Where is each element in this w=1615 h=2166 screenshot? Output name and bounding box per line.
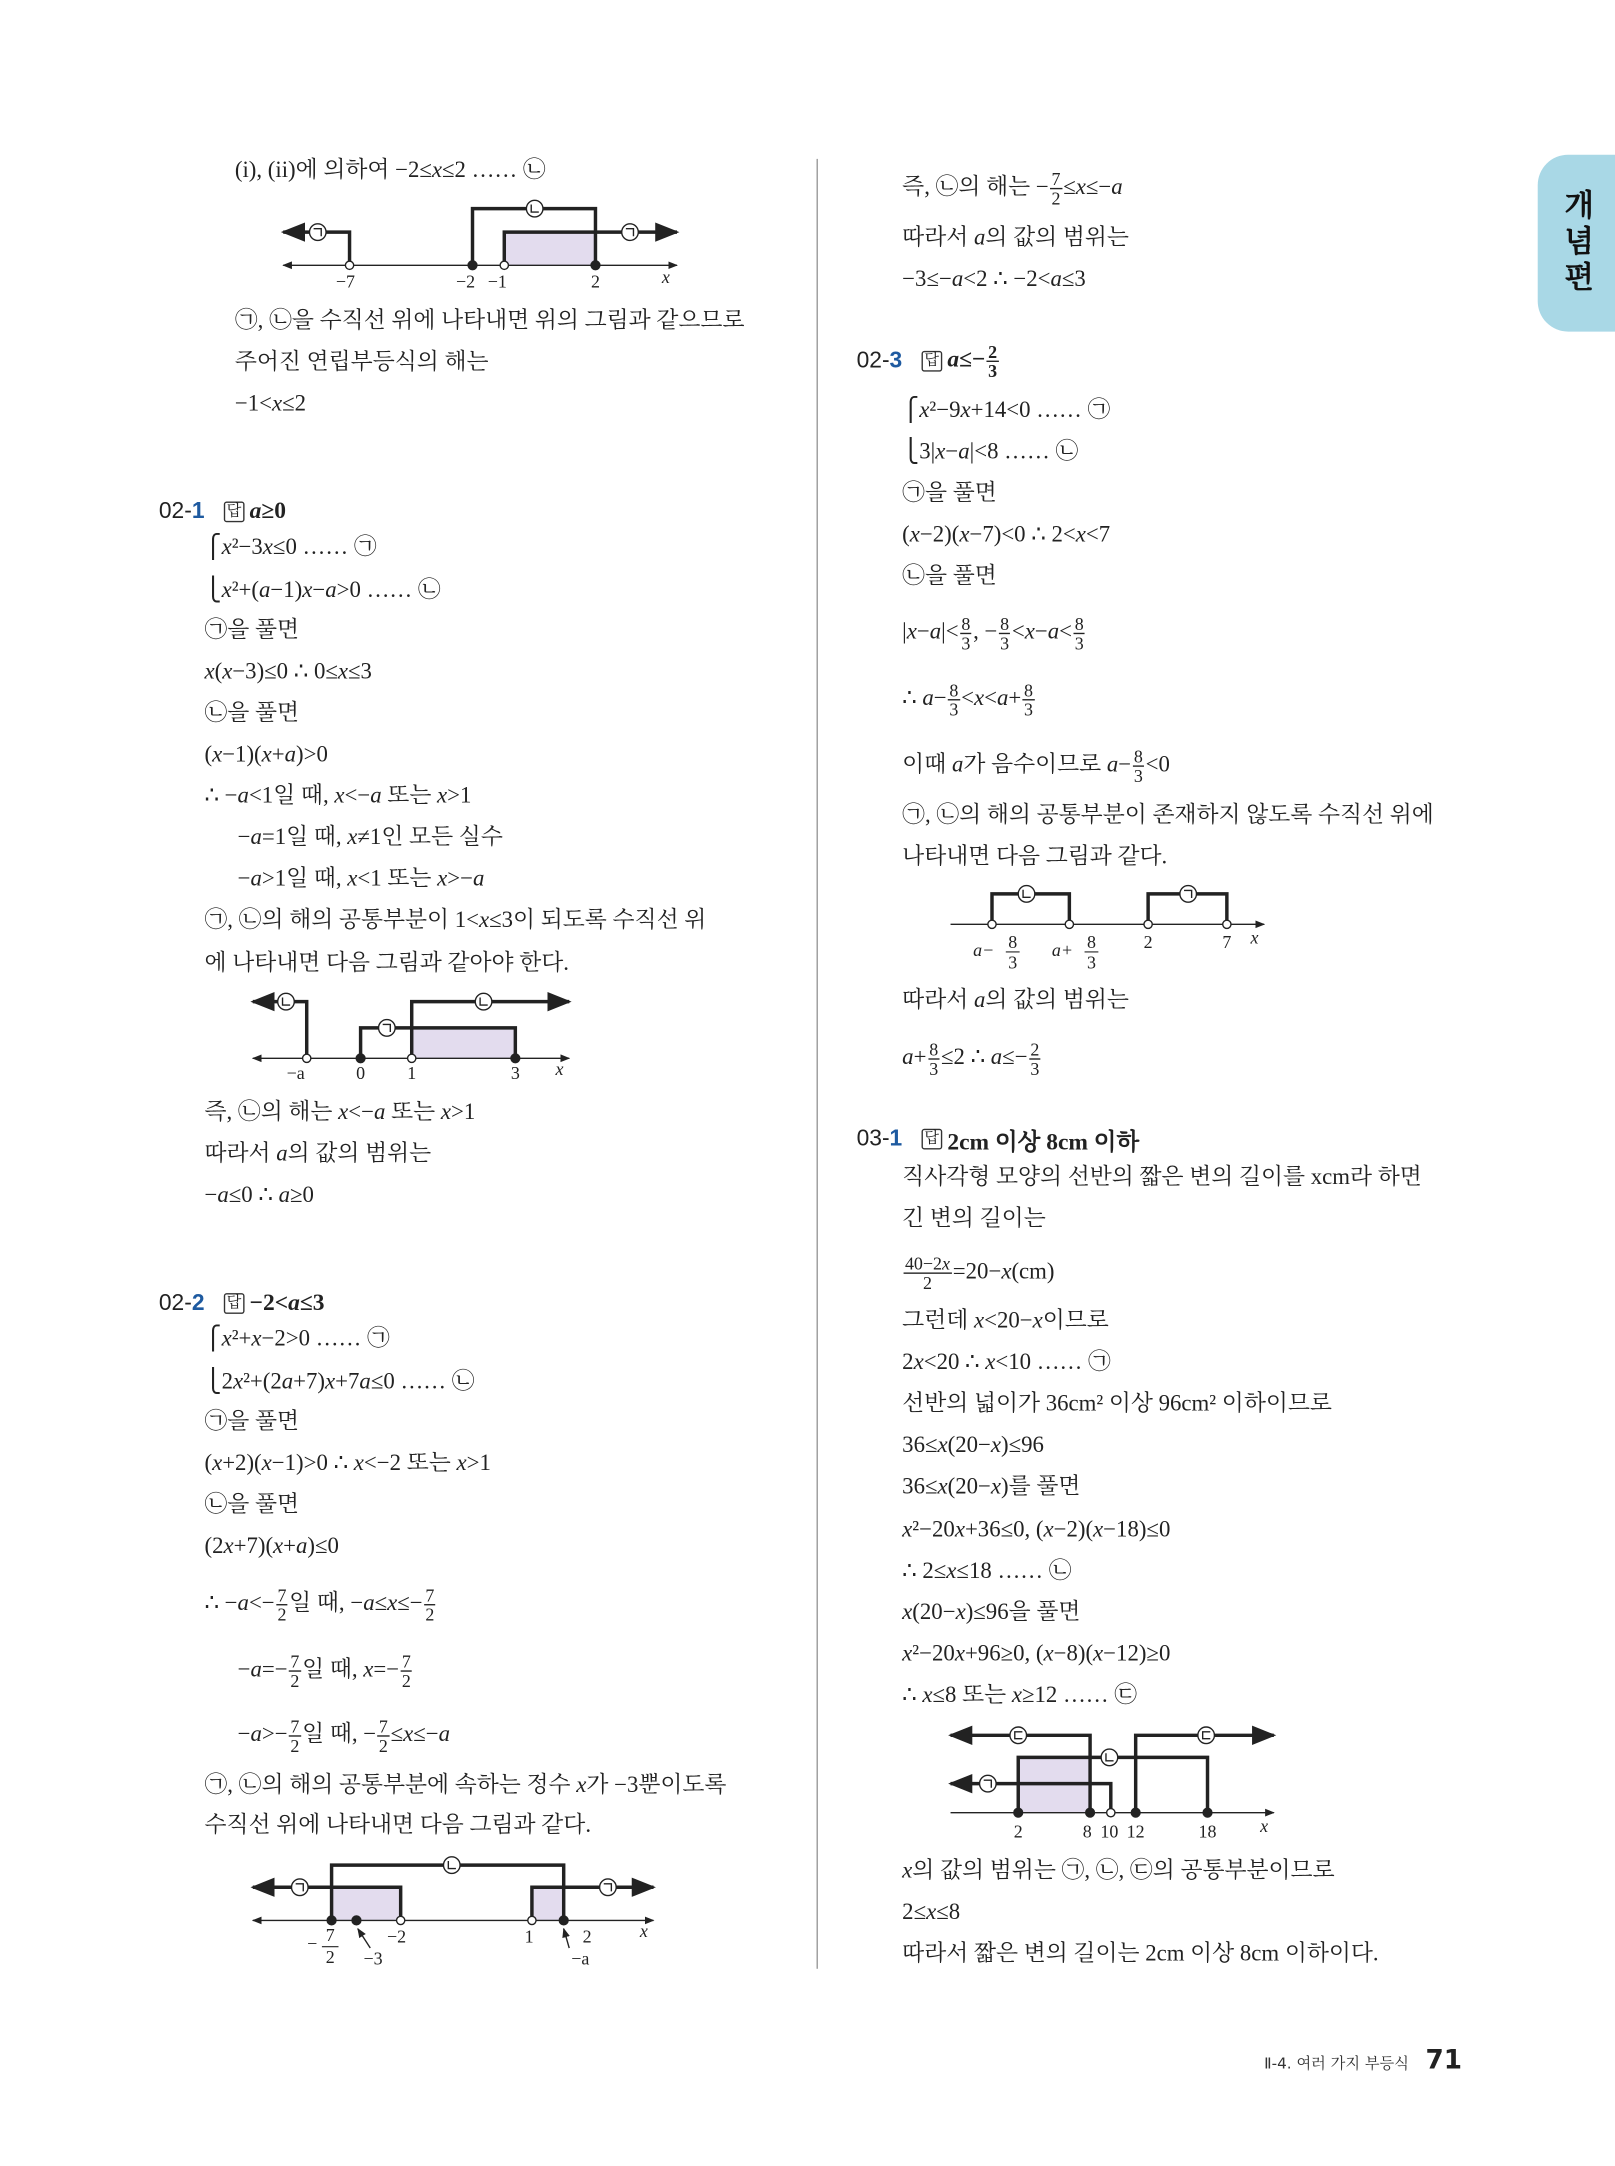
text-line: −1<x≤2 <box>234 389 307 416</box>
tick-label: 0 <box>356 1063 366 1084</box>
axis-label: x <box>1260 1816 1269 1837</box>
tick-label: 18 <box>1198 1821 1217 1842</box>
answer-text: −2<a≤3 <box>249 1289 325 1316</box>
text-line: 따라서 짧은 변의 길이는 2cm 이상 8cm 이하이다. <box>902 1939 1379 1967</box>
text-line: −a>− $\frac{7}{2}$ 일 때, − $\frac{7}{2}$ ≤x≤−a <box>237 1715 451 1757</box>
tick-label: a+ <box>1051 940 1073 961</box>
tick-label: 1 <box>407 1063 417 1084</box>
text-line: ⎩2x²+(2a+7)x+7a≤0 …… ㉡ <box>204 1367 475 1395</box>
axis-label: x <box>639 1921 648 1942</box>
text-line: x의 값의 범위는 ㉠, ㉡, ㉢의 공통부분이므로 <box>902 1856 1335 1884</box>
number-line-4 <box>951 894 1265 924</box>
text-line: 따라서 a의 값의 범위는 <box>902 986 1129 1013</box>
tick-label: 2 <box>582 1926 592 1947</box>
text-line: ㉠을 풀면 <box>902 479 997 506</box>
number-line-2 <box>253 1002 569 1059</box>
tick-label: 8 <box>1008 931 1018 952</box>
text-line: ㉡을 풀면 <box>204 1490 300 1517</box>
number-line-1 <box>283 209 677 266</box>
text-line: (i), (ii)에 의하여 −2≤x≤2 …… ㉡ <box>234 156 546 183</box>
text-line: 36≤x(20−x)를 풀면 <box>902 1472 1081 1500</box>
tick-label: 7 <box>325 1925 335 1946</box>
tick-label: − <box>307 1933 318 1954</box>
text-line: 선반의 넓이가 36cm² 이상 96cm² 이하이므로 <box>902 1389 1332 1417</box>
text-line: ⎩3|x−a|<8 …… ㉡ <box>902 437 1079 465</box>
answer-text: a≤− $\frac{2}{3}$ <box>947 341 998 382</box>
text-line: ㉠, ㉡의 해의 공통부분이 존재하지 않도록 수직선 위에 <box>902 801 1434 828</box>
text-line: ⎩x²+(a−1)x−a>0 …… ㉡ <box>204 576 441 603</box>
tick-label: 3 <box>1008 952 1018 973</box>
answer-icon: 답 <box>922 351 942 372</box>
chapter-title: Ⅱ-4. 여러 가지 부등식 <box>1264 2054 1409 2073</box>
text-line: 즉, ㉡의 해는 − $\frac{7}{2}$ ≤x≤−a <box>902 168 1123 209</box>
tick-label: 2 <box>1143 931 1153 952</box>
text-line: ⎧x²−3x≤0 …… ㉠ <box>204 533 377 560</box>
page-number: 71 <box>1425 2044 1463 2076</box>
tab-char: 개 <box>1564 189 1594 224</box>
tick-label: 12 <box>1126 1821 1145 1842</box>
tick-label: −7 <box>335 271 355 292</box>
text-line: 따라서 a의 값의 범위는 <box>902 223 1129 251</box>
text-line: x(x−3)≤0 ∴ 0≤x≤3 <box>204 657 372 684</box>
answer-text: 2cm 이상 8cm 이하 <box>947 1128 1140 1156</box>
text-line: ㉠, ㉡의 해의 공통부분에 속하는 정수 x가 −3뿐이도록 <box>204 1771 727 1798</box>
problem-number-sub: 2 <box>191 1289 205 1315</box>
text-line: −a=1일 때, x≠1인 모든 실수 <box>237 823 503 850</box>
label-digeut-icon <box>1198 1727 1215 1744</box>
label-nieun-icon <box>1018 886 1035 903</box>
label-giyeok-icon <box>379 1020 396 1037</box>
tab-char: 념 <box>1564 225 1594 260</box>
tick-label: 2 <box>1013 1821 1023 1842</box>
label-nieun-icon <box>475 993 492 1010</box>
answer-icon: 답 <box>224 501 244 522</box>
text-line: $\frac{40-2x}{2}$ =20−x(cm) <box>904 1253 1055 1294</box>
answer-icon: 답 <box>224 1292 244 1313</box>
text-line: ⎧x²−9x+14<0 …… ㉠ <box>902 396 1111 423</box>
label-nieun-icon <box>278 993 295 1010</box>
text-line: −3≤−a<2 ∴ −2<a≤3 <box>902 265 1086 292</box>
tick-label: −a <box>571 1948 590 1969</box>
label-giyeok-icon <box>309 224 326 241</box>
tick-label: 3 <box>1086 952 1096 973</box>
text-line: a+ $\frac{8}{3}$ ≤2 ∴ a≤− $\frac{2}{3}$ <box>902 1038 1040 1080</box>
text-line: ∴ a− $\frac{8}{3}$ <x<a+ $\frac{8}{3}$ <box>902 679 1034 720</box>
tick-label: a− <box>973 940 995 961</box>
text-line: 36≤x(20−x)≤96 <box>902 1431 1044 1458</box>
tick-label: 8 <box>1086 931 1096 952</box>
text-line: −a=− $\frac{7}{2}$ 일 때, x=− $\frac{7}{2}$ <box>237 1651 411 1692</box>
text-line: x²−20x+36≤0, (x−2)(x−18)≤0 <box>902 1515 1171 1542</box>
text-line: x(20−x)≤96을 풀면 <box>902 1598 1081 1625</box>
text-line: 긴 변의 길이는 <box>902 1204 1046 1232</box>
text-line: x²−20x+96≥0, (x−8)(x−12)≥0 <box>902 1639 1171 1667</box>
text-line: 2≤x≤8 <box>902 1898 961 1925</box>
label-nieun-icon <box>1101 1749 1118 1766</box>
number-line-5 <box>951 1735 1274 1812</box>
tick-label: −1 <box>487 271 507 292</box>
problem-number: 02- <box>158 498 192 523</box>
problem-number-sub: 1 <box>889 1126 903 1151</box>
problem-number: 02- <box>158 1289 192 1315</box>
tick-label: 7 <box>1222 931 1232 952</box>
label-giyeok-icon <box>980 1775 997 1792</box>
text-line: ∴ −a<1일 때, x<−a 또는 x>1 <box>204 781 472 809</box>
label-digeut-icon <box>1010 1727 1027 1744</box>
text-line: 2x<20 ∴ x<10 …… ㉠ <box>902 1348 1111 1375</box>
tick-label: −2 <box>386 1926 407 1947</box>
problem-number: 03- <box>856 1126 890 1151</box>
tick-label: 2 <box>590 271 600 292</box>
text-line: ㉠, ㉡의 해의 공통부분이 1<x≤3이 되도록 수직선 위 <box>204 906 707 933</box>
tick-label: 10 <box>1100 1821 1119 1842</box>
tick-label: −2 <box>456 271 476 292</box>
label-giyeok-icon <box>622 224 639 241</box>
problem-number: 02- <box>856 348 890 374</box>
axis-label: x <box>661 267 670 288</box>
problem-number-sub: 1 <box>191 498 205 523</box>
text-line: −a>1일 때, x<1 또는 x>−a <box>237 864 485 892</box>
tab-char: 편 <box>1564 261 1594 296</box>
text-line: (x−1)(x+a)>0 <box>204 740 328 767</box>
text-line: 즉, ㉡의 해는 x<−a 또는 x>1 <box>204 1098 476 1125</box>
text-line: |x−a|< $\frac{8}{3}$ , − $\frac{8}{3}$ <x−a< $\frac{8}{3}$ <box>902 613 1084 654</box>
label-giyeok-icon <box>600 1879 617 1896</box>
answer-text: a≥0 <box>249 497 287 524</box>
tick-label: 8 <box>1082 1821 1092 1842</box>
label-nieun-icon <box>443 1857 460 1874</box>
text-line: 수직선 위에 나타내면 다음 그림과 같다. <box>204 1811 592 1838</box>
label-nieun-icon <box>526 200 543 217</box>
text-line: 직사각형 모양의 선반의 짧은 변의 길이를 xcm라 하면 <box>902 1163 1422 1190</box>
text-line: (x−2)(x−7)<0 ∴ 2<x<7 <box>902 520 1111 548</box>
text-line: 이때 a가 음수이므로 a− $\frac{8}{3}$ <0 <box>902 746 1170 787</box>
tick-label: −a <box>286 1063 305 1084</box>
answer-icon: 답 <box>922 1129 942 1150</box>
label-giyeok-icon <box>292 1879 309 1896</box>
text-line: ㉠, ㉡을 수직선 위에 나타내면 위의 그림과 같으므로 <box>234 306 745 333</box>
text-line: −a≤0 ∴ a≥0 <box>204 1181 314 1208</box>
text-line: ㉡을 풀면 <box>204 699 300 726</box>
text-line: 주어진 연립부등식의 해는 <box>234 348 489 375</box>
problem-number-sub: 3 <box>889 348 903 374</box>
axis-label: x <box>1250 927 1259 948</box>
text-line: ∴ x≤8 또는 x≥12 …… ㉢ <box>902 1681 1138 1708</box>
text-line: 에 나타내면 다음 그림과 같아야 한다. <box>204 949 570 976</box>
text-line: 나타내면 다음 그림과 같다. <box>902 842 1168 870</box>
text-line: ∴ −a<− $\frac{7}{2}$ 일 때, −a≤x≤− $\frac{7}{2}$ <box>204 1584 435 1625</box>
tick-label: 1 <box>524 1926 534 1947</box>
text-line: 그런데 x<20−x이므로 <box>902 1306 1109 1334</box>
text-line: ∴ 2≤x≤18 …… ㉡ <box>902 1557 1072 1584</box>
label-giyeok-icon <box>1180 886 1197 903</box>
text-line: 따라서 a의 값의 범위는 <box>204 1139 432 1167</box>
text-line: ㉠을 풀면 <box>204 616 300 643</box>
tick-label: −3 <box>363 1948 383 1969</box>
text-line: ㉠을 풀면 <box>204 1407 300 1435</box>
text-line: ⎧x²+x−2>0 …… ㉠ <box>204 1324 390 1352</box>
axis-label: x <box>555 1058 564 1079</box>
tick-label: 3 <box>510 1063 520 1084</box>
text-line: (2x+7)(x+a)≤0 <box>204 1532 339 1559</box>
text-line: ㉡을 풀면 <box>902 562 997 589</box>
tick-label: 2 <box>325 1947 335 1968</box>
text-line: (x+2)(x−1)>0 ∴ x<−2 또는 x>1 <box>204 1449 491 1476</box>
